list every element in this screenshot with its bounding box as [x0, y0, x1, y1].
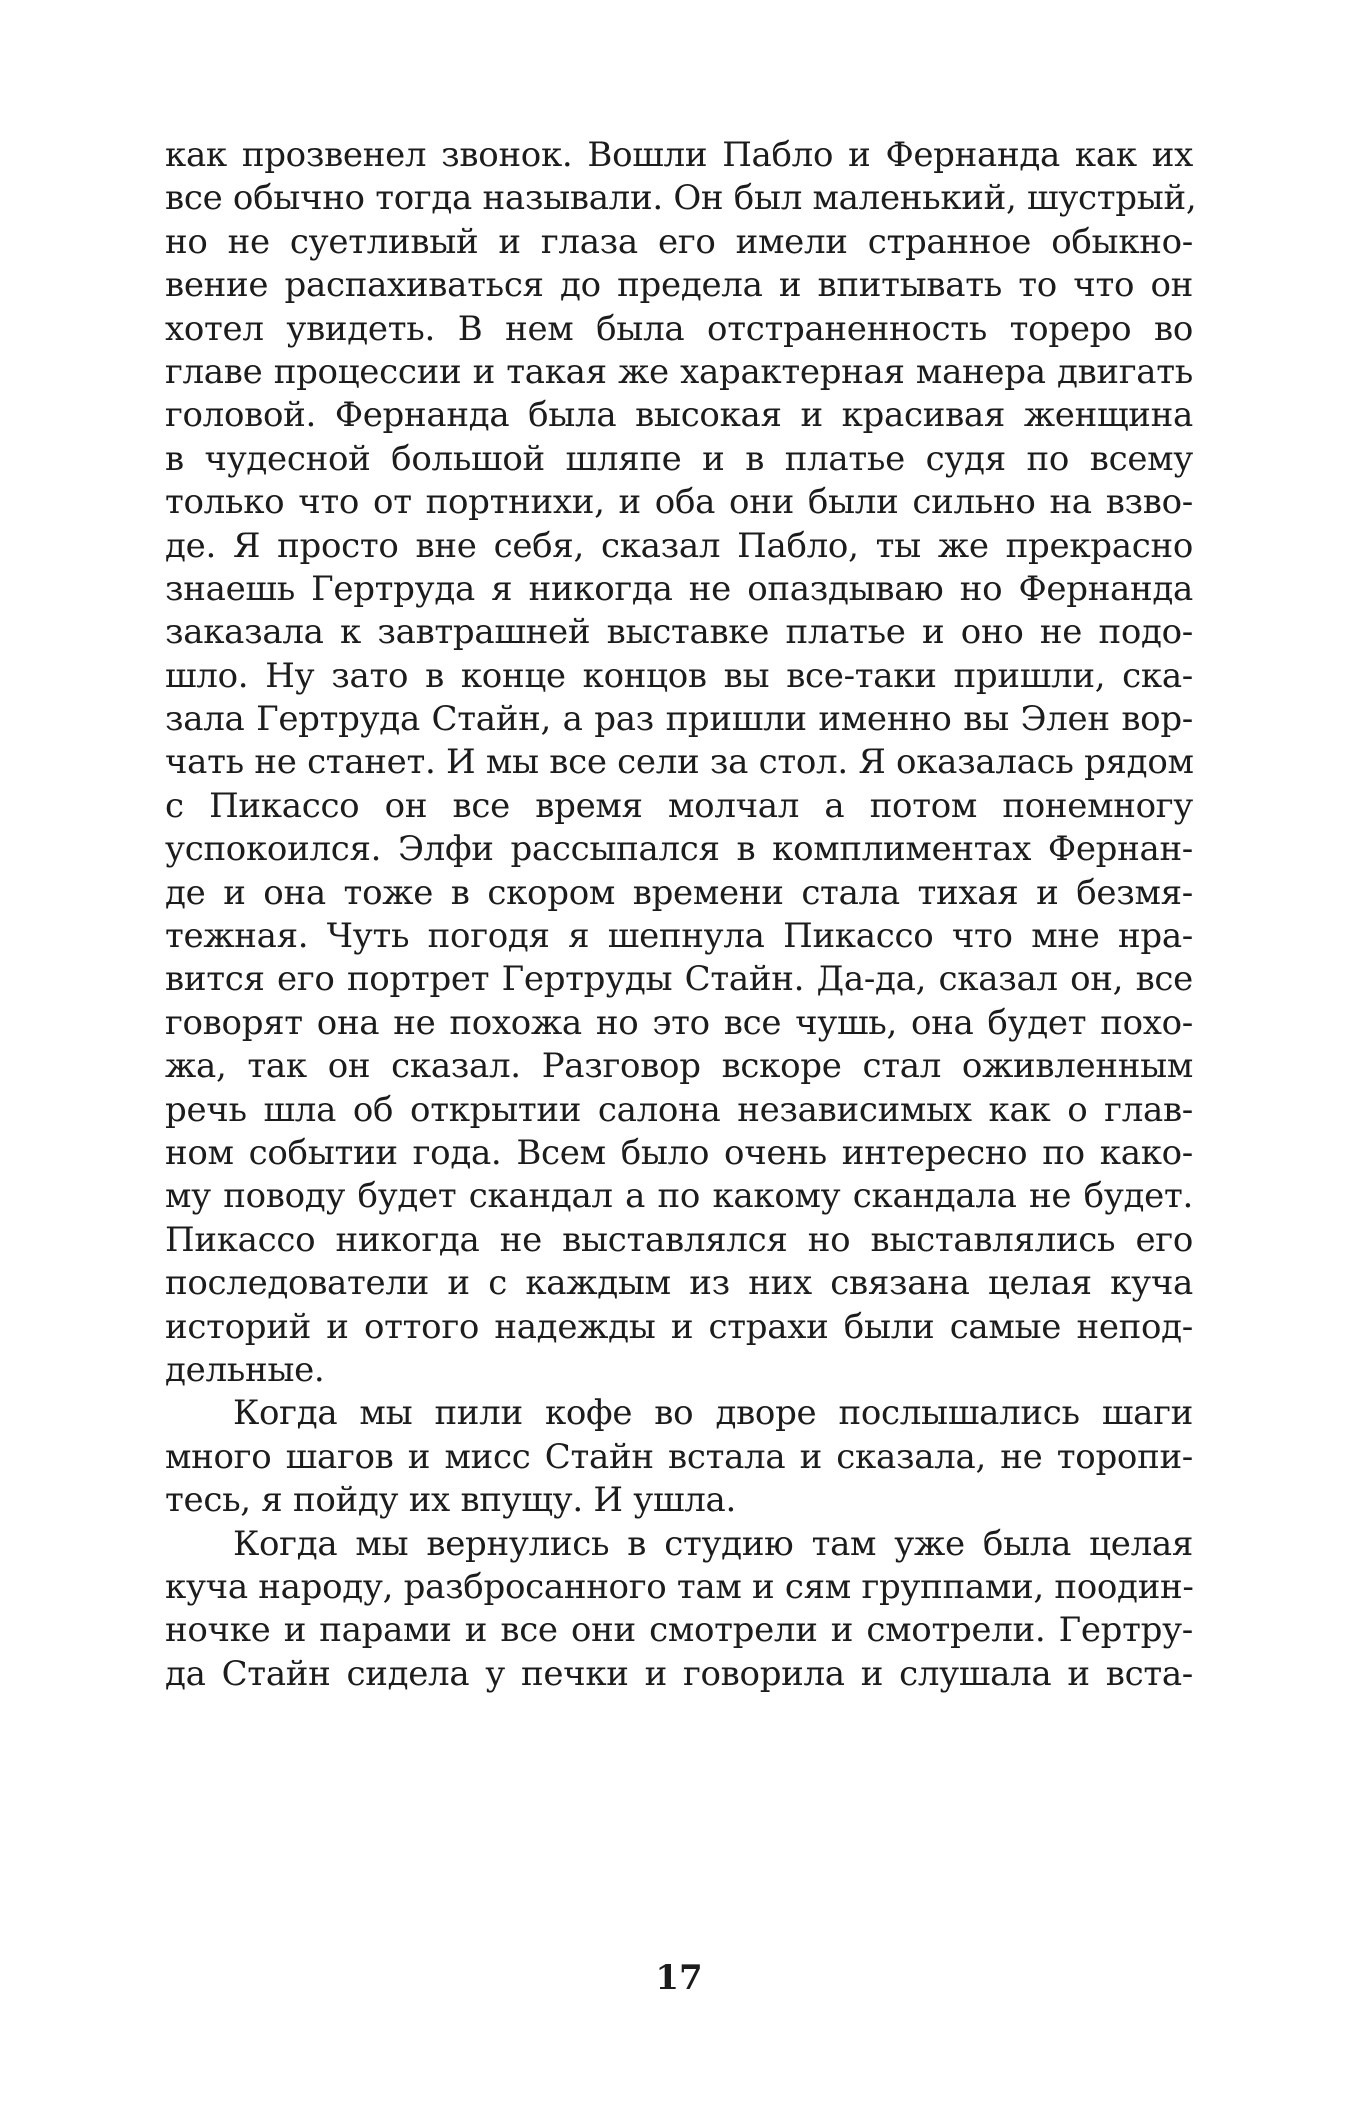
text-line: ночке и парами и все они смотрели и смотрели. Гертру- — [165, 1610, 1193, 1651]
text-line: много шагов и мисс Стайн встала и сказала, не торопи- — [165, 1436, 1193, 1477]
text-line: дельные. — [165, 1349, 325, 1390]
text-line: хотел увидеть. В нем была отстраненность тореро во — [165, 308, 1193, 349]
text-line: речь шла об открытии салона независимых как о глав- — [165, 1089, 1193, 1130]
text-line: только что от портнихи, и оба они были сильно на взво- — [165, 482, 1193, 523]
text-line: куча народу, разбросанного там и сям группами, поодин- — [165, 1566, 1194, 1607]
text-line: вение распахиваться до предела и впитывать то что он — [165, 265, 1193, 306]
text-line: де и она тоже в скором времени стала тихая и безмя- — [165, 872, 1193, 913]
text-line: шло. Ну зато в конце концов вы все-таки пришли, ска- — [165, 655, 1193, 696]
text-line: Когда мы пили кофе во дворе послышались шаги — [233, 1393, 1193, 1434]
text-line: все обычно тогда называли. Он был маленький, шустрый, — [165, 178, 1197, 219]
book-page — [165, 0, 1197, 2126]
text-line: головой. Фернанда была высокая и красивая женщина — [165, 395, 1193, 436]
text-line: зала Гертруда Стайн, а раз пришли именно вы Элен вор- — [165, 699, 1193, 740]
text-line: говорят она не похожа но это все чушь, она будет похо- — [165, 1002, 1193, 1043]
text-line: тежная. Чуть погодя я шепнула Пикассо что мне нра- — [165, 916, 1193, 957]
text-line: тесь, я пойду их впущу. И ушла. — [165, 1480, 737, 1521]
text-line: но не суетливый и глаза его имели странное обыкно- — [165, 221, 1193, 262]
text-line: Пикассо никогда не выставлялся но выставлялись его — [165, 1219, 1193, 1260]
text-line: главе процессии и такая же характерная манера двигать — [165, 351, 1193, 392]
text-line: как прозвенел звонок. Вошли Пабло и Фернанда как их — [165, 135, 1193, 175]
text-line: последователи и с каждым из них связана целая куча — [165, 1263, 1193, 1304]
page-number: 17 — [655, 1958, 703, 1998]
text-line: Когда мы вернулись в студию там уже была целая — [233, 1523, 1193, 1564]
text-line: чать не станет. И мы все сели за стол. Я оказалась рядом — [165, 742, 1194, 783]
text-line: вится его портрет Гертруды Стайн. Да-да, сказал он, все — [165, 959, 1193, 1000]
text-line: му поводу будет скандал а по какому скандала не будет. — [165, 1176, 1193, 1217]
text-line: знаешь Гертруда я никогда не опаздываю но Фернанда — [165, 568, 1193, 609]
text-line: историй и оттого надежды и страхи были самые непод- — [165, 1306, 1193, 1347]
text-line: в чудесной большой шляпе и в платье судя по всему — [165, 438, 1193, 479]
text-line: успокоился. Элфи рассыпался в комплиментах Фернан- — [165, 829, 1193, 870]
text-line: заказала к завтрашней выставке платье и оно не подо- — [165, 612, 1193, 653]
text-line: де. Я просто вне себя, сказал Пабло, ты же прекрасно — [165, 525, 1193, 566]
text-line: да Стайн сидела у печки и говорила и слушала и вста- — [165, 1653, 1193, 1694]
body-text — [165, 134, 1197, 1696]
text-line: с Пикассо он все время молчал а потом понемногу — [165, 785, 1193, 826]
text-line: ном событии года. Всем было очень интересно по како- — [165, 1132, 1193, 1173]
text-line: жа, так он сказал. Разговор вскоре стал оживленным — [165, 1046, 1193, 1087]
